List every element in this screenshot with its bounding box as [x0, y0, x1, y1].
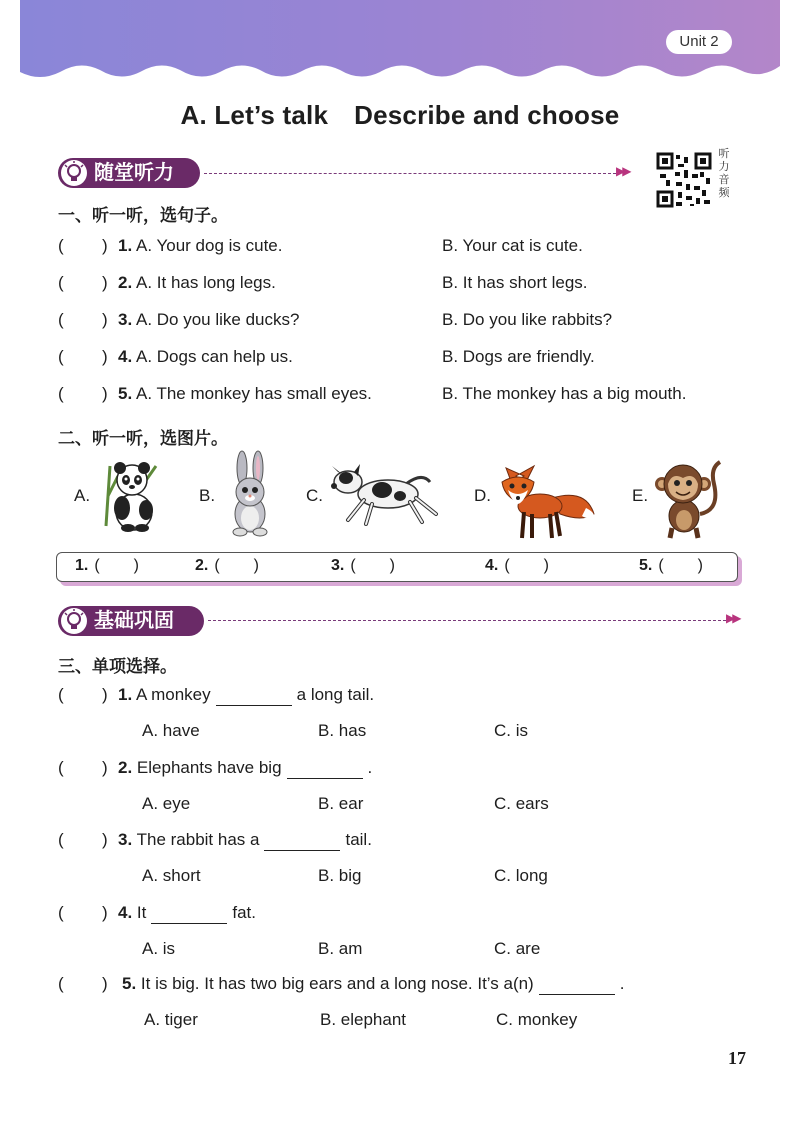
question-number: 4. — [118, 903, 133, 922]
picture-letter-a: A. — [74, 486, 91, 505]
question-stem: Elephants have big — [136, 758, 282, 777]
question-stem: A monkey — [135, 685, 211, 704]
title-part1: A. Let’s talk — [180, 100, 329, 130]
answer-paren[interactable]: ( ) — [58, 903, 108, 922]
lightbulb-icon — [61, 608, 87, 634]
question-number: 2. — [118, 273, 133, 292]
question-tail: fat. — [232, 903, 256, 922]
choice-option: B. am — [318, 939, 363, 958]
option-b: B. Your cat is cute. — [442, 236, 583, 255]
answer-strip — [56, 552, 738, 582]
answer-blank[interactable] — [216, 685, 292, 706]
answer-slot-4[interactable]: 4. ( ) — [485, 557, 549, 574]
option-b: B. It has short legs. — [442, 273, 588, 292]
option-a: A. Dogs can help us. — [135, 347, 293, 366]
answer-paren[interactable]: ( ) — [58, 236, 108, 255]
choice-option: A. is — [142, 939, 176, 958]
picture-letter-d: D. — [474, 486, 491, 505]
rabbit-icon — [222, 450, 278, 538]
option-a: A. It has long legs. — [135, 273, 276, 292]
page-title — [0, 100, 800, 131]
choice-option: B. has — [318, 721, 367, 740]
picture-letter-b: B. — [199, 486, 216, 505]
part3-heading: 三、单项选择。 — [58, 657, 177, 676]
divider — [208, 620, 726, 621]
arrow-icon: ▶▶ — [616, 164, 629, 178]
answer-slot-5[interactable]: 5. ( ) — [639, 557, 703, 574]
answer-slot-3[interactable]: 3. ( ) — [331, 557, 395, 574]
unit-badge: Unit 2 — [666, 30, 732, 54]
option-a: A. Your dog is cute. — [135, 236, 283, 255]
page-number: 17 — [728, 1048, 746, 1068]
choice-option: A. short — [142, 866, 201, 885]
question-tail: . — [367, 758, 373, 777]
option-a: A. The monkey has small eyes. — [135, 384, 372, 403]
option-a: A. Do you like ducks? — [135, 310, 300, 329]
question-number: 1. — [118, 685, 133, 704]
choice-option: C. are — [494, 939, 541, 958]
answer-paren[interactable]: ( ) — [58, 347, 108, 366]
section-pill-label: 随堂听力 — [94, 162, 174, 184]
choice-option: A. tiger — [144, 1010, 198, 1029]
answer-paren[interactable]: ( ) — [58, 384, 108, 403]
question-tail: a long tail. — [296, 685, 375, 704]
qr-label: 听力音频 — [718, 148, 730, 199]
choice-option: A. eye — [142, 794, 191, 813]
choice-option: B. elephant — [320, 1010, 407, 1029]
choice-option: C. monkey — [496, 1010, 578, 1029]
answer-slot-2[interactable]: 2. ( ) — [195, 557, 259, 574]
fox-icon — [494, 460, 598, 540]
part2-heading: 二、听一听，选图片。 — [58, 429, 228, 448]
option-b: B. Do you like rabbits? — [442, 310, 613, 329]
answer-paren[interactable]: ( ) — [58, 685, 108, 704]
question-number: 2. — [118, 758, 133, 777]
question-number: 3. — [118, 310, 133, 329]
dog-icon — [326, 464, 442, 528]
arrow-icon: ▶▶ — [726, 611, 739, 625]
answer-paren[interactable]: ( ) — [58, 830, 108, 849]
section-pill-label: 基础巩固 — [94, 610, 174, 632]
lightbulb-icon — [61, 160, 87, 186]
question-number: 4. — [118, 347, 133, 366]
question-number: 5. — [122, 974, 137, 993]
monkey-icon — [650, 454, 726, 540]
question-stem: The rabbit has a — [136, 830, 260, 849]
panda-icon — [98, 456, 162, 532]
answer-paren[interactable]: ( ) — [58, 310, 108, 329]
choice-option: C. long — [494, 866, 548, 885]
choice-option: C. ears — [494, 794, 549, 813]
picture-letter-e: E. — [632, 486, 649, 505]
answer-blank[interactable] — [264, 830, 340, 851]
answer-paren[interactable]: ( ) — [58, 974, 108, 993]
question-tail: . — [619, 974, 625, 993]
title-part2: Describe and choose — [354, 100, 620, 130]
question-number: 3. — [118, 830, 133, 849]
question-stem: It is big. It has two big ears and a long nose. It’s a(n) — [140, 974, 534, 993]
question-tail: tail. — [345, 830, 372, 849]
qr-code-icon[interactable] — [656, 152, 712, 208]
answer-blank[interactable] — [151, 903, 227, 924]
choice-option: C. is — [494, 721, 528, 740]
question-number: 5. — [118, 384, 133, 403]
answer-blank[interactable] — [539, 974, 615, 995]
section-pill-listening — [58, 158, 200, 188]
divider — [204, 173, 616, 174]
question-number: 1. — [118, 236, 133, 255]
option-b: B. The monkey has a big mouth. — [442, 384, 687, 403]
answer-paren[interactable]: ( ) — [58, 758, 108, 777]
choice-option: B. big — [318, 866, 362, 885]
answer-blank[interactable] — [287, 758, 363, 779]
picture-letter-c: C. — [306, 486, 323, 505]
choice-option: B. ear — [318, 794, 364, 813]
part1-heading: 一、听一听，选句子。 — [58, 206, 228, 225]
section-pill-basics — [58, 606, 204, 636]
option-b: B. Dogs are friendly. — [442, 347, 595, 366]
choice-option: A. have — [142, 721, 200, 740]
question-stem: It — [136, 903, 147, 922]
answer-slot-1[interactable]: 1. ( ) — [75, 557, 139, 574]
answer-paren[interactable]: ( ) — [58, 273, 108, 292]
